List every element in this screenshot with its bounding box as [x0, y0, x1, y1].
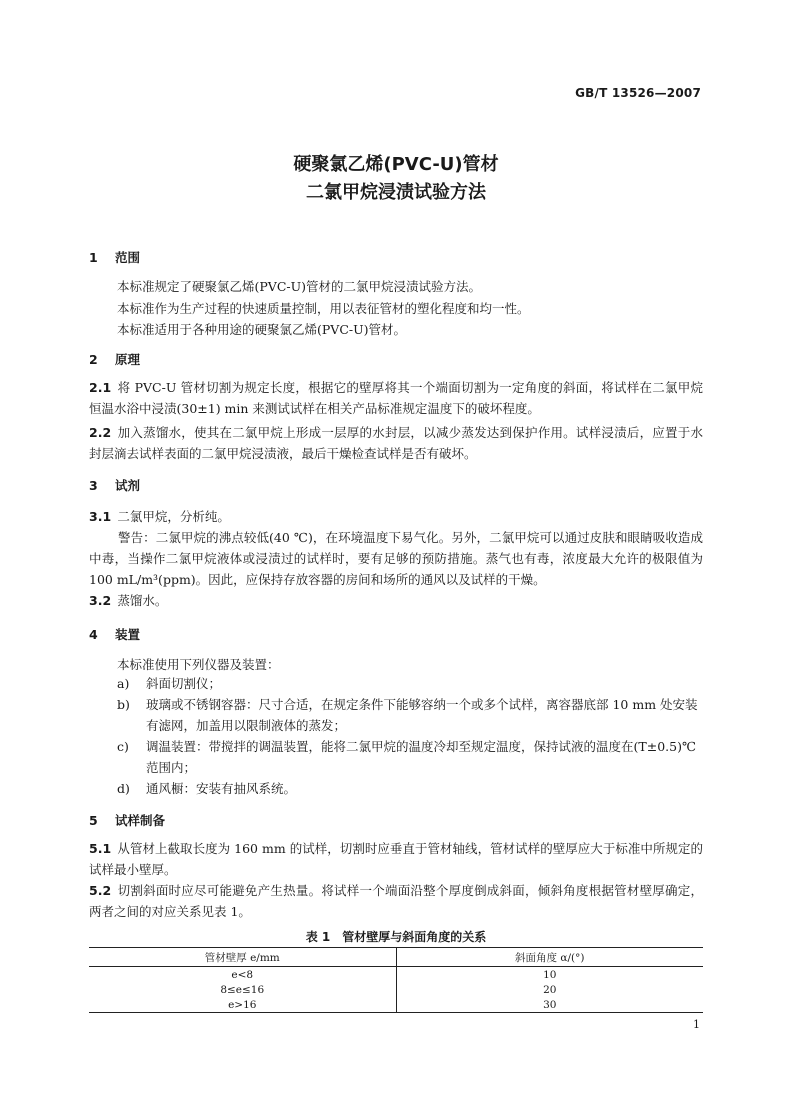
section-3-heading [89, 476, 140, 494]
paragraph: 本标准作为生产过程的快速质量控制，用以表征管材的塑化程度和均一性。 [117, 301, 530, 316]
section-title: 范围 [115, 250, 141, 265]
section-number: 1 [89, 250, 98, 265]
section-number: 5 [89, 813, 98, 828]
clause-text: 将 PVC-U 管材切割为规定长度，根据它的壁厚将其一个端面切割为一定角度的斜面，将试样在二氯甲烷恒温水浴中浸渍(30±1) min 来测试试样在相关产品标准规定温度下的破坏程度。 [89, 380, 703, 416]
table-row [89, 997, 703, 1013]
clause-text: 从管材上截取长度为 160 mm 的试样，切割时应垂直于管材轴线，管材试样的壁厚应大于标准中所规定的试样最小壁厚。 [89, 841, 703, 877]
section-number: 4 [89, 627, 98, 642]
clause-number: 2.2 [89, 425, 112, 440]
table-caption: 表 1 管材壁厚与斜面角度的关系 [305, 930, 487, 944]
list-item-label: d) [117, 781, 130, 796]
table-cell: 30 [396, 997, 703, 1013]
section-number: 3 [89, 478, 98, 493]
list-item-text: 斜面切割仪； [146, 676, 222, 691]
table-cell: 10 [543, 968, 557, 981]
table-cell: 8≤e≤16 [89, 982, 396, 997]
clause-number: 3.2 [89, 593, 112, 608]
section-title: 试剂 [115, 478, 141, 493]
section-number: 2 [89, 352, 98, 367]
section-title: 原理 [115, 352, 141, 367]
page-number: 1 [693, 1018, 700, 1031]
clause-number: 5.1 [89, 841, 112, 856]
paragraph: 本标准规定了硬聚氯乙烯(PVC-U)管材的二氯甲烷浸渍试验方法。 [117, 279, 482, 294]
table-header-row [89, 948, 703, 967]
list-item-text: 玻璃或不锈钢容器：尺寸合适，在规定条件下能够容纳一个或多个试样，离容器底部 10 mm 处安装有滤网，加盖用以限制液体的蒸发； [146, 697, 698, 733]
clause-number: 2.1 [89, 380, 112, 395]
clause-text: 加入蒸馏水，使其在二氯甲烷上形成一层厚的水封层，以减少蒸发达到保护作用。试样浸渍后，应置于水封层滴去试样表面的二氯甲烷浸渍液，最后干燥检查试样是否有破坏。 [89, 425, 703, 461]
list-item-label: a) [117, 676, 130, 691]
clause-3-2 [89, 590, 703, 611]
clause-5-2 [89, 880, 703, 922]
standard-number: GB/T 13526—2007 [575, 86, 701, 100]
list-item [117, 673, 703, 694]
list-item-text: 调温装置：带搅拌的调温装置，能将二氯甲烷的温度冷却至规定温度，保持试液的温度在(T±0.5)℃范围内； [146, 739, 696, 775]
clause-5-1 [89, 838, 703, 880]
clause-number: 3.1 [89, 509, 112, 524]
table-header-cell: 管材壁厚 e/mm [89, 948, 396, 967]
clause-3-1 [89, 506, 703, 527]
list-item-text: 通风橱：安装有抽风系统。 [146, 781, 297, 796]
section-1-heading [89, 248, 140, 266]
section-4-heading [89, 625, 140, 643]
clause-text: 二氯甲烷，分析纯。 [117, 509, 230, 524]
section-5-heading [89, 811, 165, 829]
section-2-heading [89, 350, 140, 368]
table-header-cell: 斜面角度 α/(°) [396, 948, 703, 967]
list-item-label: b) [117, 697, 130, 712]
table-row [89, 982, 703, 997]
document-title-line2: 二氯甲烷浸渍试验方法 [306, 182, 486, 203]
data-table [89, 947, 703, 1013]
list-item-label: c) [117, 739, 129, 754]
table-row [89, 967, 703, 983]
table-cell: e>16 [89, 997, 396, 1013]
clause-number: 5.2 [89, 883, 112, 898]
clause-2-2 [89, 422, 703, 464]
section-title: 装置 [115, 627, 141, 642]
clause-2-1 [89, 377, 703, 419]
clause-text: 蒸馏水。 [117, 593, 168, 608]
list-item [117, 778, 703, 799]
paragraph: 本标准适用于各种用途的硬聚氯乙烯(PVC-U)管材。 [117, 322, 407, 337]
table-cell: 20 [543, 983, 557, 996]
section-title: 试样制备 [115, 813, 166, 828]
list-item [117, 694, 703, 736]
table-cell: e<8 [89, 967, 396, 983]
warning-paragraph: 警告：二氯甲烷的沸点较低(40 ℃)，在环境温度下易气化。另外，二氯甲烷可以通过皮肤和眼睛吸收造成中毒，当操作二氯甲烷液体或浸渍过的试样时，要有足够的预防措施。蒸气也有毒，浓度最大允许的极限值为 100 mL/m³(ppm)。因此，应保持存放容器的房间和场所的通风以及试样的干燥。 [89, 530, 703, 587]
document-title-line1: 硬聚氯乙烯(PVC-U)管材 [293, 154, 499, 175]
clause-text: 切割斜面时应尽可能避免产生热量。将试样一个端面沿整个厚度倒成斜面，倾斜角度根据管材壁厚确定，两者之间的对应关系见表 1。 [89, 883, 703, 919]
paragraph: 本标准使用下列仪器及装置： [117, 657, 280, 672]
list-item [117, 736, 703, 778]
